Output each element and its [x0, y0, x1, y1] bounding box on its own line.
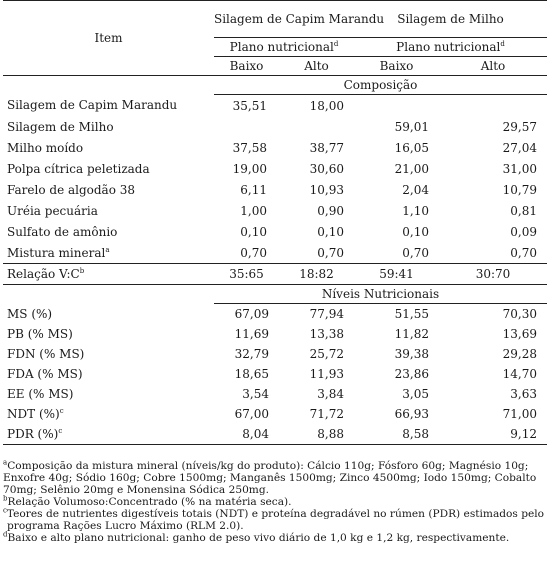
table-row	[3, 95, 547, 117]
table-cell: 18,00	[309, 98, 344, 113]
footnote-a-line3: 70mg; Selênio 20mg e Monensina Sódica 250mg.	[3, 484, 270, 496]
table-cell: 30,60	[309, 161, 344, 176]
table-cell	[279, 116, 354, 137]
row-label: NDT (%)$^c$	[7, 407, 64, 421]
table-cell: 39,38	[394, 347, 429, 361]
table-cell: 59,01	[394, 119, 429, 134]
table-cell: 14,70	[502, 367, 538, 381]
table-cell: 3,05	[402, 387, 429, 401]
table-cell: 1,00	[240, 203, 267, 218]
table-cell: 37,58	[232, 140, 267, 155]
table-cell: 0,09	[510, 224, 538, 239]
table-cell	[214, 116, 279, 137]
row-label: Milho moído	[7, 140, 84, 155]
row-label: Uréia pecuária	[7, 203, 98, 218]
group-header-milho: Silagem de Milho	[354, 1, 547, 38]
table-cell: 16,05	[394, 140, 429, 155]
nutrient-rows	[3, 304, 547, 445]
table-cell: 25,72	[309, 347, 344, 361]
footnote-b: $^b$Relação Volumoso:Concentrado (% na matéria seca).	[3, 494, 292, 508]
table-cell: 13,69	[502, 327, 538, 341]
level-header-high-marandu: Alto	[304, 59, 329, 73]
table-cell: 2,04	[402, 182, 429, 197]
table-cell: 0,70	[402, 245, 429, 260]
footnote-a-line2: Enxofre 40g; Sódio 160g; Cobre 1500mg; Manganês 1500mg; Zinco 4500mg; Iodo 150mg; Cobalto	[3, 472, 537, 484]
table-cell: 11,93	[309, 367, 344, 381]
table-row	[3, 324, 547, 344]
table-row	[3, 221, 547, 242]
row-label: FDN (% MS)	[7, 347, 85, 361]
ratio-row	[3, 264, 547, 285]
row-label: Farelo de algodão 38	[7, 182, 136, 197]
row-label: Mistura mineral$^a$	[7, 245, 110, 260]
table-cell: 8,04	[242, 427, 269, 441]
table-cell: 30:70	[475, 267, 511, 281]
footnote-a: $^a$Composição da mistura mineral (níveis/kg do produto): Cálcio 110g; Fósforo 60g; Magnésio 10g;	[3, 458, 529, 472]
table-cell: 27,04	[502, 140, 538, 155]
table-cell: 70,30	[502, 307, 538, 321]
composition-rows	[3, 95, 547, 264]
table-cell: 10,93	[309, 182, 344, 197]
table-cell: 71,00	[502, 407, 538, 421]
row-label: MS (%)	[7, 306, 53, 321]
table-row	[3, 242, 547, 264]
table-cell: 9,12	[510, 427, 538, 441]
table-cell: 3,63	[510, 387, 538, 401]
table-cell: 6,11	[240, 182, 267, 197]
table-cell: 1,10	[402, 203, 429, 218]
table-cell: 59:41	[379, 267, 414, 281]
level-header-low-marandu: Baixo	[229, 59, 264, 73]
table-cell: 11,69	[234, 327, 269, 341]
item-column-header: Item	[3, 1, 214, 76]
plano-header-marandu: Plano nutricional$^d$	[214, 38, 354, 57]
table-cell: 0,70	[510, 245, 538, 260]
table-cell: 0,90	[317, 203, 344, 218]
row-label: Sulfato de amônio	[7, 224, 118, 239]
table-row	[3, 158, 547, 179]
row-label: Silagem de Milho	[7, 119, 114, 134]
table-cell: 8,88	[317, 427, 344, 441]
table-cell: 18:82	[299, 267, 334, 281]
row-label: PDR (%)$^c$	[7, 427, 63, 441]
table-cell: 19,00	[232, 161, 267, 176]
row-label: FDA (% MS)	[7, 367, 83, 381]
table-cell: 18,65	[234, 367, 269, 381]
footnote-c-line2: programa Rações Lucro Máximo (RLM 2.0).	[7, 520, 244, 532]
table-row	[3, 137, 547, 158]
table-cell: 3,54	[242, 387, 269, 401]
row-label: Silagem de Capim Marandu	[7, 98, 178, 113]
section-nutrients: Níveis Nutricionais	[214, 285, 547, 304]
table-cell: 8,58	[402, 427, 429, 441]
row-label: PB (% MS)	[7, 327, 73, 341]
table-cell: 0,70	[240, 245, 267, 260]
table-cell: 0,81	[510, 203, 538, 218]
table-cell: 0,70	[317, 245, 344, 260]
level-header-low-milho: Baixo	[379, 59, 414, 73]
level-header-high-milho: Alto	[480, 59, 506, 73]
row-label: EE (% MS)	[7, 387, 74, 401]
table-row	[3, 424, 547, 445]
table-row	[3, 404, 547, 424]
table-cell: 0,10	[402, 224, 429, 239]
table-cell: 0,10	[240, 224, 267, 239]
table-row	[3, 116, 547, 137]
table-row	[3, 344, 547, 364]
table-cell: 29,57	[502, 119, 538, 134]
table-cell: 0,10	[317, 224, 344, 239]
table-cell: 66,93	[394, 407, 429, 421]
row-label: Polpa cítrica peletizada	[7, 161, 150, 176]
table-cell: 51,55	[394, 307, 429, 321]
table-row	[3, 179, 547, 200]
table-cell: 67,09	[234, 307, 269, 321]
table-cell: 35:65	[229, 267, 264, 281]
footnote-c: $^c$Teores de nutrientes digestíveis totais (NDT) e proteína degradável no rúmen (PDR) estimados pelo	[3, 506, 545, 520]
table-cell: 21,00	[394, 161, 429, 176]
table-row	[3, 200, 547, 221]
table-cell	[354, 95, 439, 117]
table-row	[3, 384, 547, 404]
footnotes	[3, 460, 551, 544]
table-cell: 23,86	[394, 367, 429, 381]
plano-header-milho: Plano nutricional$^d$	[354, 38, 547, 57]
table-cell: 71,72	[309, 407, 344, 421]
diet-composition-table	[3, 0, 547, 445]
table-cell: 31,00	[502, 161, 538, 176]
group-header-marandu: Silagem de Capim Marandu	[214, 1, 354, 38]
table-row	[3, 364, 547, 384]
table-cell: 32,79	[234, 347, 269, 361]
table-cell	[439, 95, 547, 117]
table-cell: 38,77	[309, 140, 344, 155]
table-cell: 35,51	[232, 98, 267, 113]
table-cell: 13,38	[309, 327, 344, 341]
table-row	[3, 304, 547, 325]
table-cell: 77,94	[309, 307, 344, 321]
table-cell: 10,79	[502, 182, 538, 197]
table-cell: 29,28	[502, 347, 538, 361]
row-label: Relação $V:C^b$	[7, 267, 85, 281]
table-cell: 11,82	[394, 327, 429, 341]
footnote-d: $^d$Baixo e alto plano nutricional: ganho de peso vivo diário de 1,0 kg e 1,2 kg, respectivamente.	[3, 530, 510, 544]
table-cell: 3,84	[317, 387, 344, 401]
table-cell: 67,00	[234, 407, 269, 421]
section-composition: Composição	[214, 76, 547, 95]
